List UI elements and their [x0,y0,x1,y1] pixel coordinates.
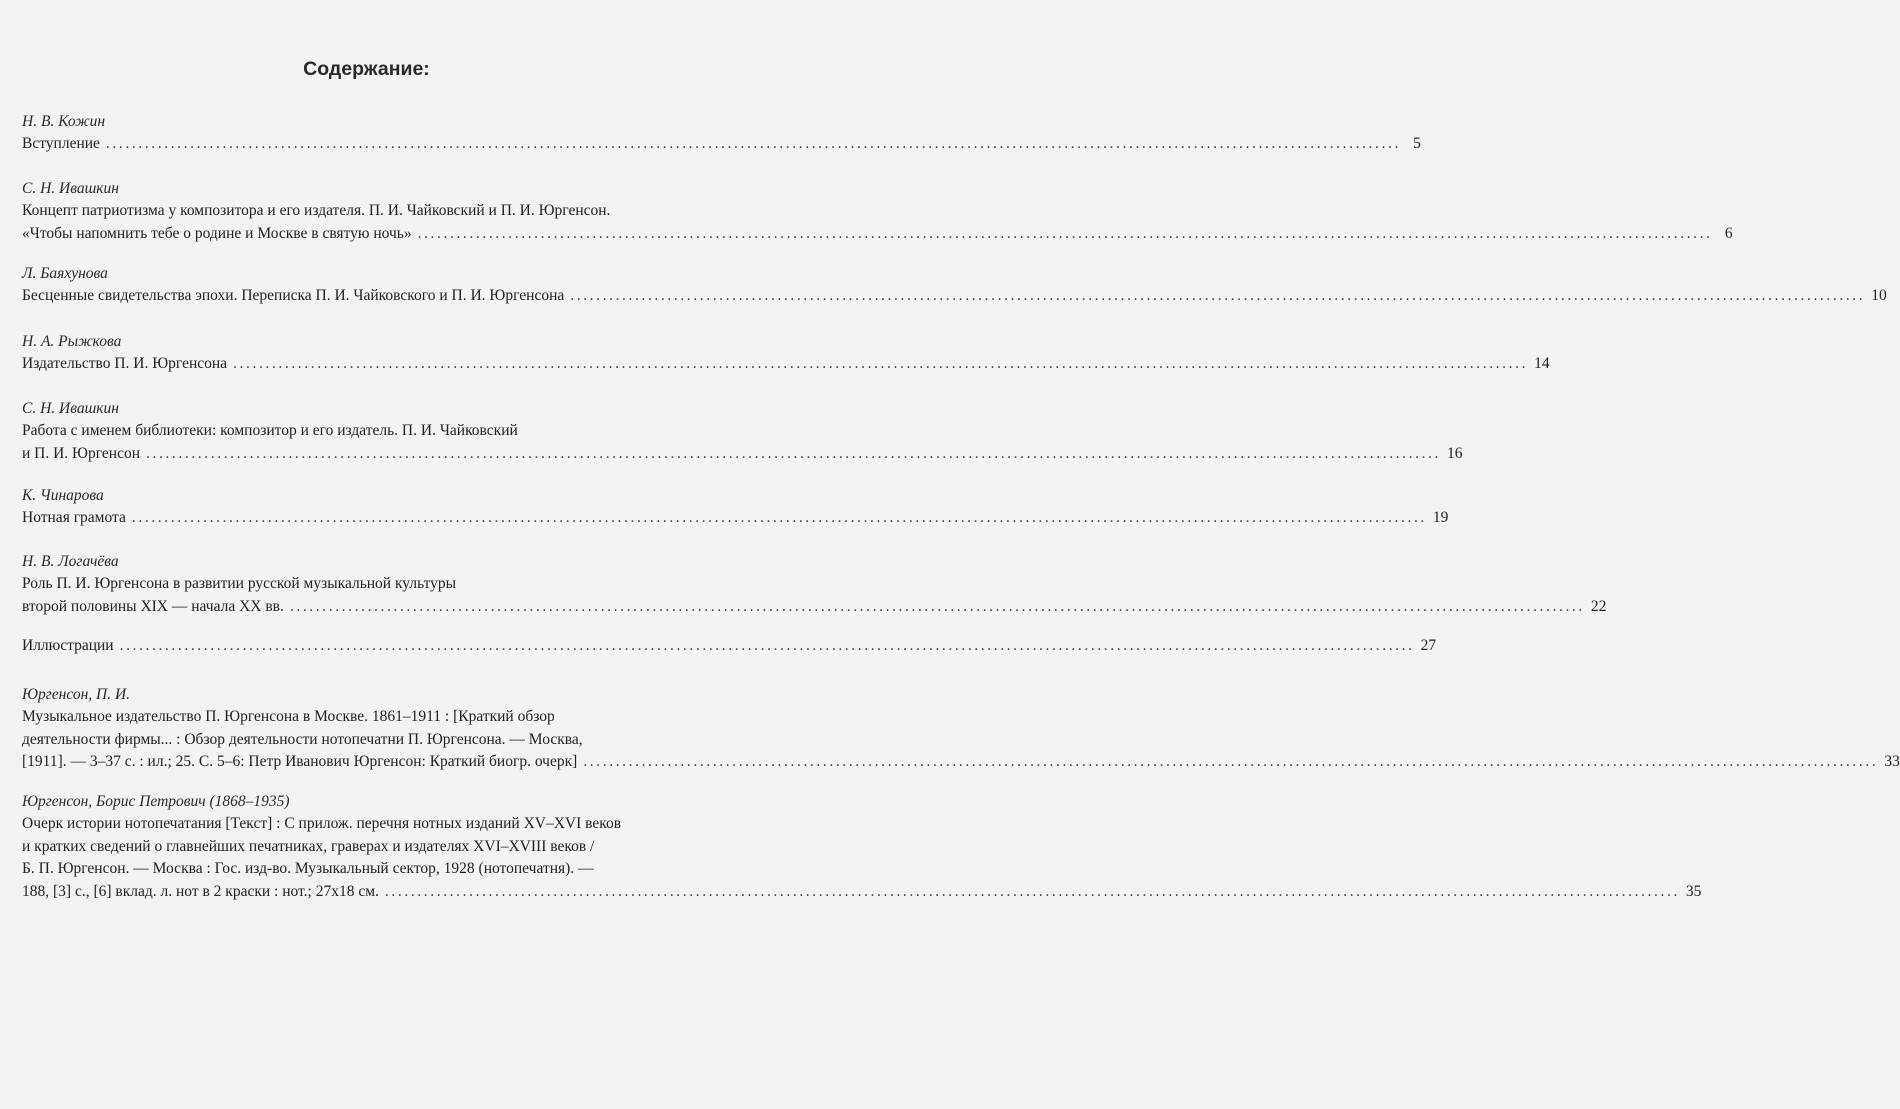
entry-author: Н. А. Рыжкова [22,333,122,350]
dot-leader: ........................................................................................................................................................................................................ [417,224,1713,242]
page-number: 19 [1432,509,1449,526]
toc-entry [22,330,1550,376]
entry-title: [1911]. — 3–37 с. : ил.; 25. С. 5–6: Петр Иванович Юргенсон: Краткий биогр. очерк] [22,753,578,770]
toc-entry [22,177,1733,245]
entry-title-line[interactable] [22,507,1449,530]
page-number: 22 [1590,597,1607,615]
toc-entry [22,397,1463,465]
entry-title-line[interactable] [22,285,1887,308]
entry-author: К. Чинарова [22,487,104,504]
page-title: Содержание: [303,58,430,80]
toc-entry [22,790,1702,903]
toc-entry [22,484,1449,530]
entry-author: С. Н. Ивашкин [22,400,119,417]
entry-title: Издательство П. И. Юргенсона [22,355,228,372]
entry-title: Бесценные свидетельства эпохи. Переписка П. И. Чайковского и П. И. Юргенсона [22,287,565,304]
entry-text-line: Очерк истории нотопечатания [Текст] : С прилож. перечня нотных изданий XV–XVI веков [22,815,622,832]
page-number: 27 [1420,637,1437,654]
dot-leader: ........................................................................................................................................................................................................ [146,444,1441,462]
entry-text-line: Б. П. Юргенсон. — Москва : Гос. изд-во. Музыкальный сектор, 1928 (нотопечатня). — [22,860,594,877]
entry-text-line: Музыкальное издательство П. Юргенсона в Москве. 1861–1911 : [Краткий обзор [22,708,555,725]
dot-leader: ........................................................................................................................................................................................................ [570,287,1866,304]
page-number: 35 [1685,882,1702,900]
dot-leader: ........................................................................................................................................................................................................ [233,355,1529,372]
toc-entry [22,683,1900,774]
entry-title: и П. И. Юргенсон [22,444,140,462]
entry-author: Н. В. Логачёва [22,553,119,570]
entry-text-line: и кратких сведений о главнейших печатниках, граверах и издателях XVI–XVIII веков / [22,837,595,855]
dot-leader: ........................................................................................................................................................................................................ [105,135,1401,152]
entry-title-line[interactable] [22,223,1733,246]
page-number: 10 [1871,287,1887,304]
page-number: 6 [1724,224,1733,242]
entry-author: Юргенсон, Борис Петрович (1868–1935) [22,793,290,810]
entry-title: Иллюстрации [22,637,114,654]
entry-title: Вступление [22,135,100,152]
entry-text-line: Концепт патриотизма у композитора и его издателя. П. И. Чайковский и П. И. Юргенсон. [22,202,611,219]
entry-title: второй половины XIX — начала XX вв. [22,597,284,615]
dot-leader: ........................................................................................................................................................................................................ [289,597,1585,615]
entry-title-line[interactable] [22,881,1702,904]
dot-leader: ........................................................................................................................................................................................................ [131,509,1427,526]
entry-title-line[interactable] [22,353,1550,376]
toc-entry [22,635,1437,658]
entry-text-line: деятельности фирмы... : Обзор деятельности нотопечатни П. Юргенсона. — Москва, [22,730,583,748]
entry-title-line[interactable] [22,635,1437,658]
entry-text-line: Роль П. И. Юргенсона в развитии русской музыкальной культуры [22,575,457,592]
dot-leader: ........................................................................................................................................................................................................ [119,637,1415,654]
entry-author: Н. В. Кожин [22,113,106,130]
dot-leader: ........................................................................................................................................................................................................ [384,882,1680,900]
entry-text-line: Работа с именем библиотеки: композитор и его издатель. П. И. Чайковский [22,422,518,439]
entry-title-line[interactable] [22,751,1900,774]
toc-entry [22,550,1607,618]
dot-leader: ........................................................................................................................................................................................................ [583,753,1879,770]
entry-author: Л. Баяхунова [22,265,108,282]
toc-entry [22,262,1887,308]
entry-title: Нотная грамота [22,509,126,526]
entry-author: С. Н. Ивашкин [22,180,119,197]
page-number: 14 [1534,355,1550,372]
entry-title-line[interactable] [22,133,1421,156]
entry-title-line[interactable] [22,443,1463,466]
page-number: 16 [1447,444,1463,462]
entry-title: 188, [3] с., [6] вклад. л. нот в 2 краски : нот.; 27х18 см. [22,882,379,900]
toc-entry [22,110,1421,156]
page-number: 5 [1413,135,1421,152]
page-number: 33 [1884,753,1900,770]
entry-title-line[interactable] [22,596,1607,619]
entry-title: «Чтобы напомнить тебе о родине и Москве в святую ночь» [22,224,412,242]
entry-author: Юргенсон, П. И. [22,686,131,703]
